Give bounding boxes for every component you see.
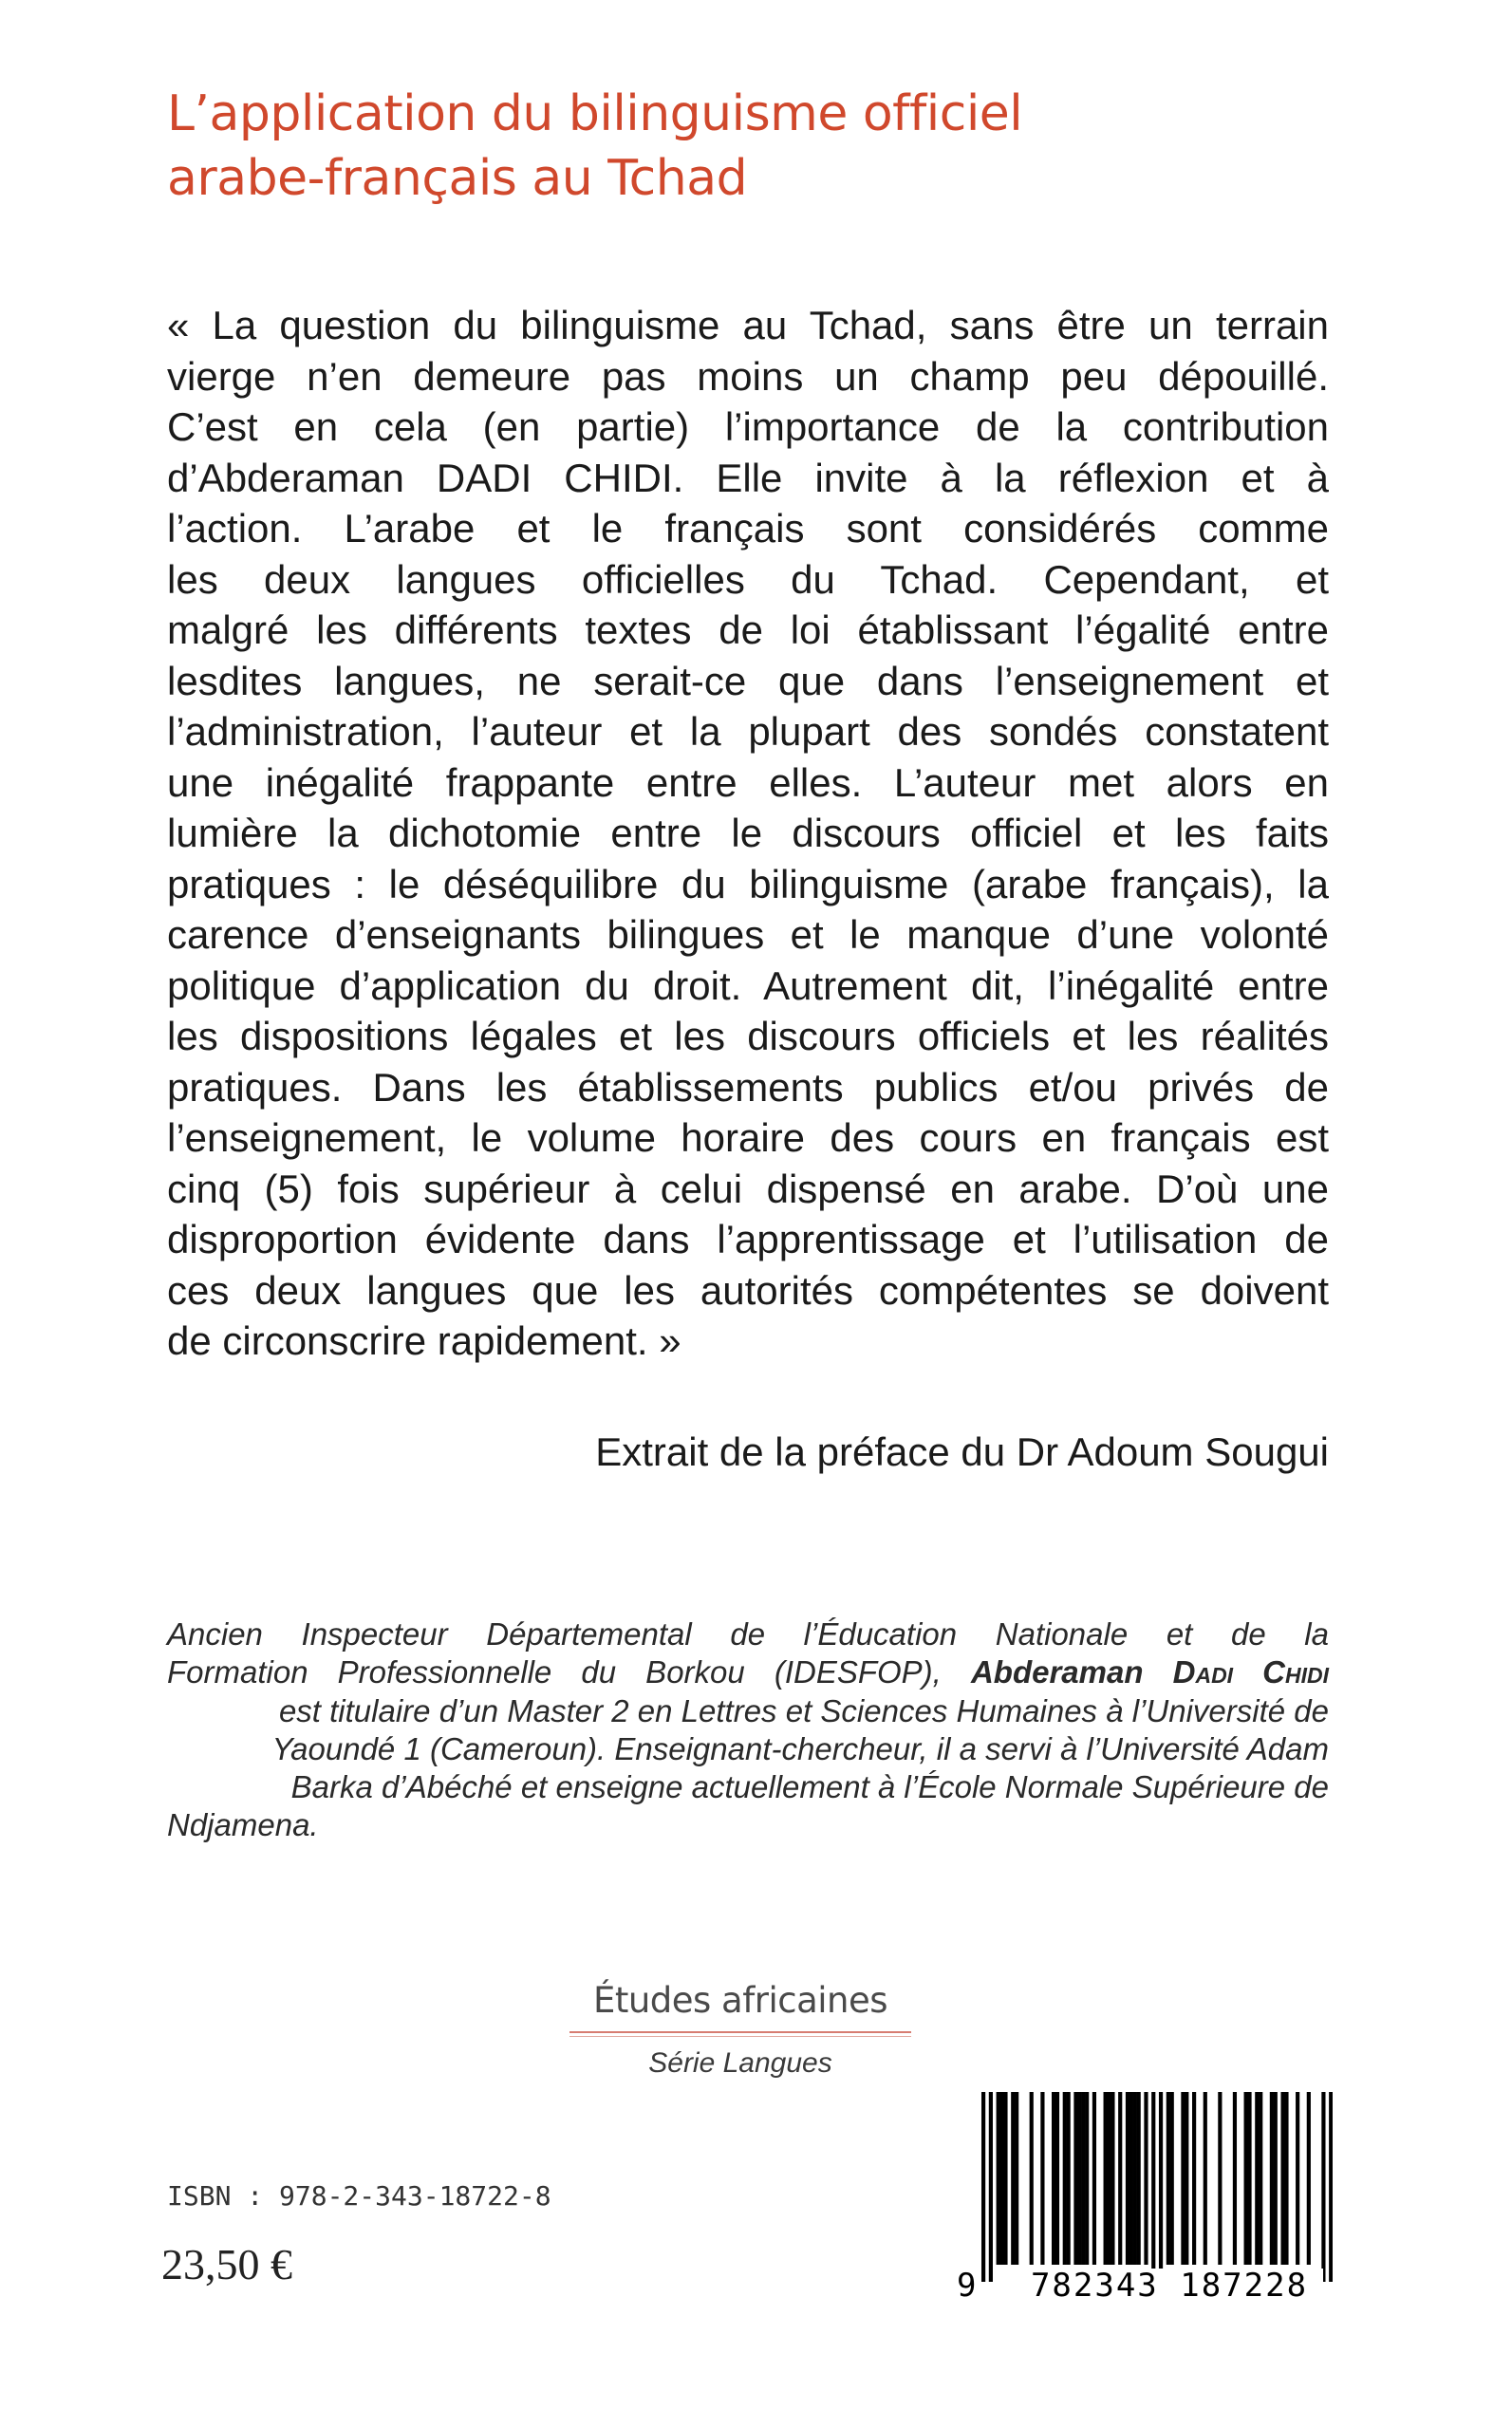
barcode-bar [1185,2092,1188,2265]
barcode-bar [1284,2092,1288,2265]
bio-line: Yaoundé 1 (Cameroun). Enseignant-chercheur, il a servi à l’Université Adam [271,1730,1329,1766]
bio-line: est titulaire d’un Master 2 en Lettres et Sciences Humaines à l’Université de [278,1692,1329,1728]
barcode-bar [1118,2092,1122,2265]
author-last-name: Dadi Chidi [1172,1654,1329,1690]
barcode-bar [1077,2092,1081,2265]
barcode-bar [1233,2092,1237,2265]
quote-line: lumière la dichotomie entre le discours officiel et les faits [167,811,1329,855]
barcode-bar [1247,2092,1251,2265]
barcode-bar [1003,2092,1007,2265]
barcode-bar [1063,2092,1067,2265]
barcode-bar [1081,2092,1085,2265]
barcode-bar [1133,2092,1137,2265]
barcode-bar [1270,2092,1274,2265]
quote-line: les deux langues officielles du Tchad. Cependant, et [167,556,1329,602]
barcode-bar [1137,2092,1141,2265]
preface-quote [167,300,1329,1367]
bio-line-prefix: Formation Professionnelle du Borkou (IDESFOP), [167,1654,942,1690]
quote-line: carence d’enseignants bilingues et le manque d’une volonté [167,912,1329,957]
barcode-guard-bar [1329,2092,1333,2282]
isbn: ISBN : 978-2-343-18722-8 [167,2180,551,2212]
barcode-bar [1144,2092,1148,2265]
series-divider-thin [569,2036,911,2037]
series-subtitle: Série Langues [648,2047,832,2079]
barcode-bar [1244,2092,1248,2265]
quote-line: disproportion évidente dans l’apprentissage et l’utilisation de [167,1217,1329,1261]
barcode-bar [1296,2092,1299,2265]
barcode-bar [1218,2092,1222,2265]
barcode-bar [1092,2092,1096,2265]
quote-line: les dispositions légales et les discours officiels et les réalités [167,1014,1329,1058]
quote-line: C’est en cela (en partie) l’importance de la contribution [167,404,1329,449]
barcode-bar [1126,2092,1129,2265]
barcode-guard-bar [1321,2092,1325,2282]
author-first-name: Abderaman [970,1654,1144,1690]
barcode-bar [1085,2092,1089,2265]
barcode-guard-bar [989,2092,993,2282]
barcode-bar [1030,2092,1034,2265]
quote-line: une inégalité frappante entre elles. L’auteur met alors en [167,759,1329,805]
quote-line: l’administration, l’auteur et la plupart des sondés constatent [167,709,1329,754]
barcode-bar [1055,2092,1059,2265]
barcode-bar [1111,2092,1114,2265]
barcode-bar [1274,2092,1278,2265]
bio-line [167,1653,1329,1691]
barcode-bar [1067,2092,1071,2265]
barcode-bar [1204,2092,1207,2265]
barcode-bar [1192,2092,1196,2265]
quote-line: pratiques : le déséquilibre du bilinguisme (arabe français), la [167,861,1329,906]
quote-line: « La question du bilinguisme au Tchad, sans être un terrain [167,303,1329,347]
barcode-bar [1307,2092,1311,2265]
bio-line: Barka d’Abéché et enseigne actuellement à l’École Normale Supérieure de [290,1769,1329,1805]
bio-line: Ndjamena. [167,1807,319,1843]
barcode-bar [1167,2092,1170,2265]
quote-line: ces deux langues que les autorités compétentes se doivent [167,1267,1329,1313]
quote-source: Extrait de la préface du Dr Adoum Sougui [595,1429,1329,1474]
barcode-guard-bar [1151,2092,1155,2282]
quote-line: l’enseignement, le volume horaire des cours en français est [167,1115,1329,1160]
quote-line: d’Abderaman DADI CHIDI. Elle invite à la réflexion et à [167,455,1329,500]
barcode-digits: 782343 187228 [1016,2269,1323,2303]
barcode-bar [1052,2092,1055,2265]
series-logo [551,1980,930,2081]
series-divider [569,2031,911,2033]
book-title-line-1: L’application du bilinguisme officiel [167,85,1023,142]
barcode-first-digit: 9 [957,2267,977,2305]
barcode-guard-bar [1159,2092,1163,2282]
barcode-bar [1015,2092,1018,2265]
barcode-bar [1280,2092,1284,2265]
barcode-bar [1255,2092,1259,2265]
quote-line: malgré les différents textes de loi établissant l’égalité entre [167,607,1329,652]
barcode-bar [1170,2092,1174,2265]
barcode-bar [1040,2092,1044,2265]
quote-line: vierge n’en demeure pas moins un champ peu dépouillé. [167,353,1329,399]
book-title [167,82,1211,211]
barcode-bar [999,2092,1003,2265]
quote-line: pratiques. Dans les établissements publics et/ou privés de [167,1064,1329,1110]
barcode-bar [1011,2092,1015,2265]
quote-line: lesdites langues, ne serait-ce que dans l’enseignement et [167,658,1329,703]
author-bio [167,1615,1329,1845]
price: 23,50 € [161,2240,292,2288]
series-name: Études africaines [592,1980,888,2021]
barcode-bar [1104,2092,1108,2265]
barcode-bar [1259,2092,1262,2265]
barcode-bar [1129,2092,1133,2265]
barcode-bar [997,2092,1000,2265]
barcode-bar [1107,2092,1111,2265]
quote-line: de circonscrire rapidement. » [167,1318,681,1363]
barcode [957,2092,1346,2305]
quote-line: cinq (5) fois supérieur à celui dispensé en arabe. D’où une [167,1166,1329,1211]
barcode-bar [1181,2092,1185,2265]
barcode-bar [1073,2092,1077,2265]
quote-line: l’action. L’arabe et le français sont considérés comme [167,506,1329,551]
barcode-bars [981,2092,1333,2282]
book-title-line-2: arabe-français au Tchad [167,150,748,207]
barcode-guard-bar [981,2092,985,2282]
bio-line: Ancien Inspecteur Départemental de l’Éducation Nationale et de la [167,1616,1329,1652]
quote-line: politique d’application du droit. Autrement dit, l’inégalité entre [167,962,1329,1008]
